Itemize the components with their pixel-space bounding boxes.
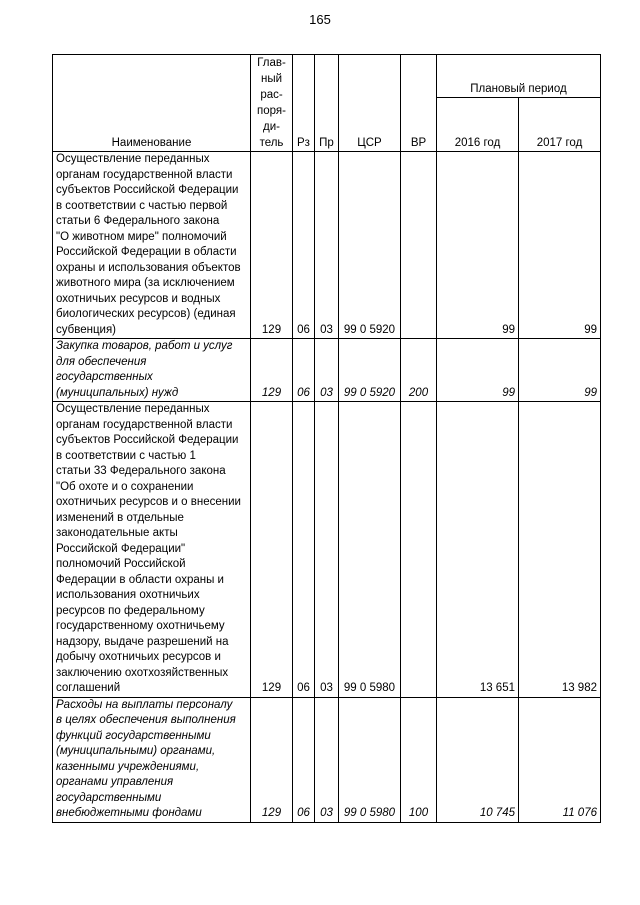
row-amount-2017: 11 076 — [519, 697, 601, 822]
row-amount-2017: 99 — [519, 339, 601, 402]
row-grbs: 129 — [251, 402, 293, 698]
row-amount-2016: 13 651 — [437, 402, 519, 698]
row-amount-2016: 99 — [437, 152, 519, 339]
header-target-article: ЦСР — [339, 55, 401, 152]
header-section: Рз — [293, 55, 315, 152]
row-name: Осуществление переданных органам государственной власти субъектов Российской Федерации в соответствии с частью 1 статьи 33 Федерального закона "Об охоте и о сохранении охотничьих ресурсов и о внесении изменений в отдельные законодательные акты Российской Федерации" полномочий Российской Федерации в области охраны и использования охотничьих ресурсов по федеральному государственному охотничьему надзору, выдаче разрешений на добычу охотничьих ресурсов и заключению охотхозяйственных соглашений — [53, 402, 251, 698]
header-planning-period: Плановый период — [437, 55, 601, 98]
header-year-2016: 2016 год — [437, 98, 519, 152]
row-csr: 99 0 5980 — [339, 402, 401, 698]
header-subsection: Пр — [315, 55, 339, 152]
row-amount-2017: 13 982 — [519, 402, 601, 698]
row-pr: 03 — [315, 697, 339, 822]
row-csr: 99 0 5920 — [339, 339, 401, 402]
header-row — [53, 55, 601, 98]
row-name: Расходы на выплаты персоналу в целях обеспечения выполнения функций государственными (муниципальными) органами, казенными учреждениями, органами управления государственными внебюджетными фондами — [53, 697, 251, 822]
table-row — [53, 152, 601, 339]
row-grbs: 129 — [251, 339, 293, 402]
row-pr: 03 — [315, 339, 339, 402]
row-vr — [401, 402, 437, 698]
budget-table — [52, 54, 601, 823]
row-amount-2016: 99 — [437, 339, 519, 402]
row-rz: 06 — [293, 152, 315, 339]
header-chief-administrator: Глав- ный рас- поря- ди- тель — [251, 55, 293, 152]
row-name: Осуществление переданных органам государственной власти субъектов Российской Федерации в соответствии с частью первой статьи 6 Федерального закона "О животном мире" полномочий Российской Федерации в области охраны и использования объектов животного мира (за исключением охотничьих ресурсов и водных биологических ресурсов) (единая субвенция) — [53, 152, 251, 339]
header-year-2017: 2017 год — [519, 98, 601, 152]
row-csr: 99 0 5920 — [339, 152, 401, 339]
table-row — [53, 402, 601, 698]
table-row — [53, 697, 601, 822]
row-name: Закупка товаров, работ и услуг для обеспечения государственных (муниципальных) нужд — [53, 339, 251, 402]
row-rz: 06 — [293, 339, 315, 402]
row-vr: 200 — [401, 339, 437, 402]
row-rz: 06 — [293, 402, 315, 698]
row-vr — [401, 152, 437, 339]
page-number: 165 — [309, 12, 331, 27]
row-grbs: 129 — [251, 152, 293, 339]
row-pr: 03 — [315, 402, 339, 698]
row-vr: 100 — [401, 697, 437, 822]
row-rz: 06 — [293, 697, 315, 822]
header-expense-type: ВР — [401, 55, 437, 152]
row-amount-2017: 99 — [519, 152, 601, 339]
header-name: Наименование — [53, 55, 251, 152]
row-pr: 03 — [315, 152, 339, 339]
table-row — [53, 339, 601, 402]
row-grbs: 129 — [251, 697, 293, 822]
row-csr: 99 0 5980 — [339, 697, 401, 822]
row-amount-2016: 10 745 — [437, 697, 519, 822]
